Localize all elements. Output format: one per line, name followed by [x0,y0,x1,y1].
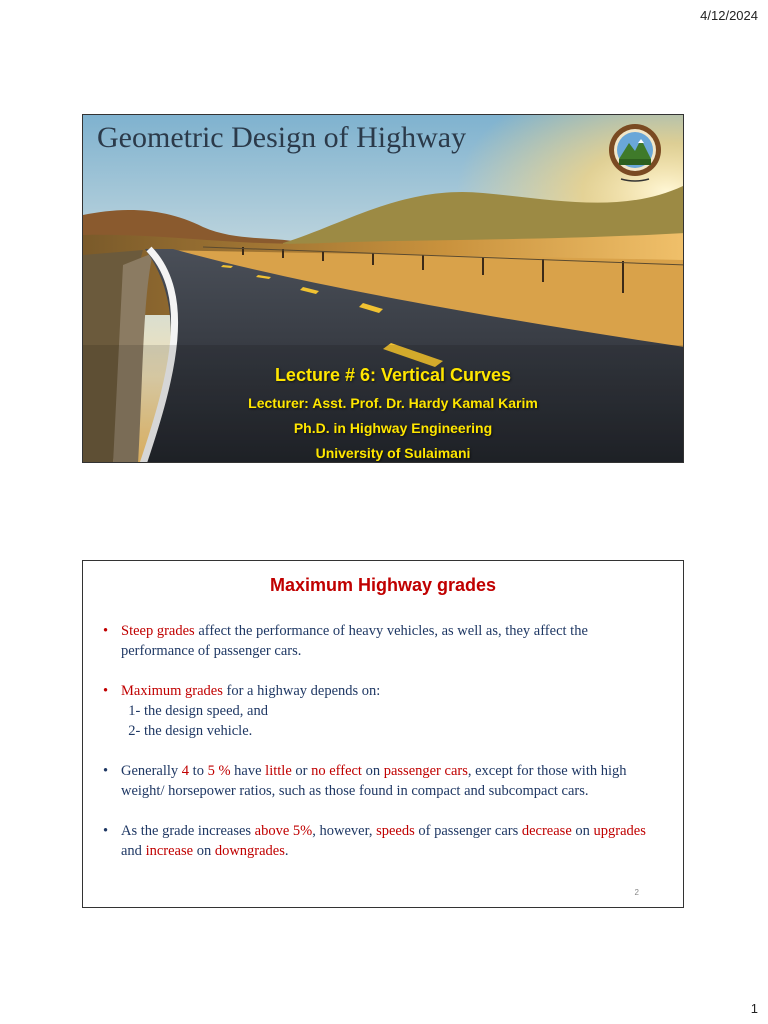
lecturer-degree: Ph.D. in Highway Engineering [293,420,493,436]
sub-item: 1- the design speed, and [128,703,268,719]
bullet-item: • Maximum grades for a highway depends on: 1- the design speed, and 2- the design vehicle. [101,681,661,741]
bullet-dot-icon: • [103,623,109,639]
sub-item: 2- the design vehicle. [128,723,253,739]
bullet-item: • Generally 4 to 5 % have little or no effect on passenger cars, except for those with high weight/ horsepower ratios, such as those found in compact and subcompact cars. [103,763,627,799]
bullet-dot-icon: • [103,763,109,779]
slide-number: 2 [634,888,639,897]
slide-title: Maximum Highway grades [269,575,497,595]
bullet-list [101,621,661,881]
bullet-item: • As the grade increases above 5%, however, speeds of passenger cars decrease on upgrades and increase on downgrades. [103,823,646,859]
bullet-item: • Steep grades affect the performance of heavy vehicles, as well as, they affect the performance of passenger cars. [103,623,588,659]
university-name: University of Sulaimani [315,445,471,461]
page-date: 4/12/2024 [700,8,758,23]
bullet-dot-icon: • [103,683,109,699]
lecture-title: Lecture # 6: Vertical Curves [274,365,512,385]
bullet-dot-icon: • [103,823,109,839]
slide-title: Geometric Design of Highway [97,121,467,154]
university-logo-icon [605,123,665,185]
content-slide [82,560,684,908]
page-number: 1 [750,1001,758,1016]
title-slide [82,114,684,463]
lecturer-name: Lecturer: Asst. Prof. Dr. Hardy Kamal Karim [248,395,538,411]
